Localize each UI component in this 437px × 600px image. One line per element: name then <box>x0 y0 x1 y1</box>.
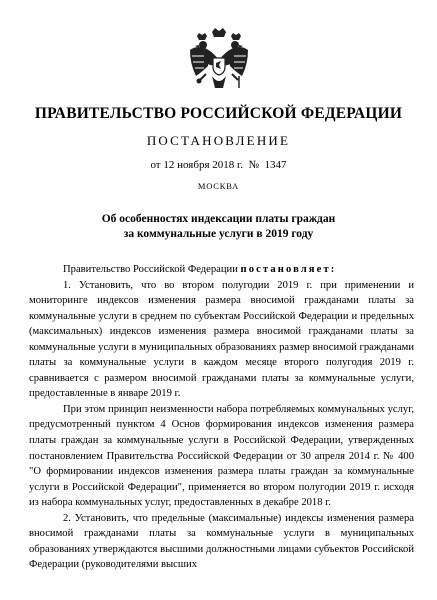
decree-word: постановляет: <box>240 264 337 275</box>
document-city: МОСКВА <box>197 181 240 191</box>
document-date-number: от 12 ноября 2018 г. № 1347 <box>150 159 287 171</box>
preamble-paragraph <box>29 262 414 278</box>
title-line-2: за коммунальные услуги в 2019 году <box>123 228 314 240</box>
document-body <box>29 262 414 573</box>
coat-of-arms-emblem <box>188 26 250 94</box>
paragraph-1: 1. Установить, что во втором полугодии 2019 г. при применении и мониторинге индексов изменения размера вносимой гражданами платы за коммунальные услуги в среднем по субъектам Российской Федерации и предельных (максимальных) индексов изменения размера вносимой гражданами платы за коммунальные услуги в муниципальных образованиях размер вносимой гражданами платы за коммунальные услуги в каждом месяце второго полугодия 2019 г. сравнивается с размером вносимой гражданами платы за коммунальные услуги, предоставленные в январе 2019 г. <box>29 279 414 400</box>
paragraph-2: При этом принцип неизменности набора потребляемых коммунальных услуг, предусмотренный пунктом 4 Основ формирования индексов изменения размера платы граждан за коммунальные услуги в Российской Федерации, утвержденных постановлением Правительства Российской Федерации от 30 апреля 2014 г. № 400 "О формировании индексов изменения размера платы граждан за коммунальные услуги в Российской Федерации", применяется во втором полугодии 2019 г. исходя из набора коммунальных услуг, предоставленных в декабре 2018 г. <box>29 403 414 509</box>
document-title <box>0 212 437 242</box>
paragraph-3: 2. Установить, что предельные (максимальные) индексы изменения размера вносимой гражданами платы за коммунальные услуги в муниципальных образованиях утверждаются высшими должностными лицами субъектов Российской Федерации (руководителями высших <box>29 512 414 571</box>
document-type: ПОСТАНОВЛЕНИЕ <box>146 133 291 148</box>
title-line-1: Об особенностях индексации платы граждан <box>101 213 336 225</box>
government-name: ПРАВИТЕЛЬСТВО РОССИЙСКОЙ ФЕДЕРАЦИИ <box>34 105 403 122</box>
preamble-text: Правительство Российской Федерации <box>63 264 241 275</box>
